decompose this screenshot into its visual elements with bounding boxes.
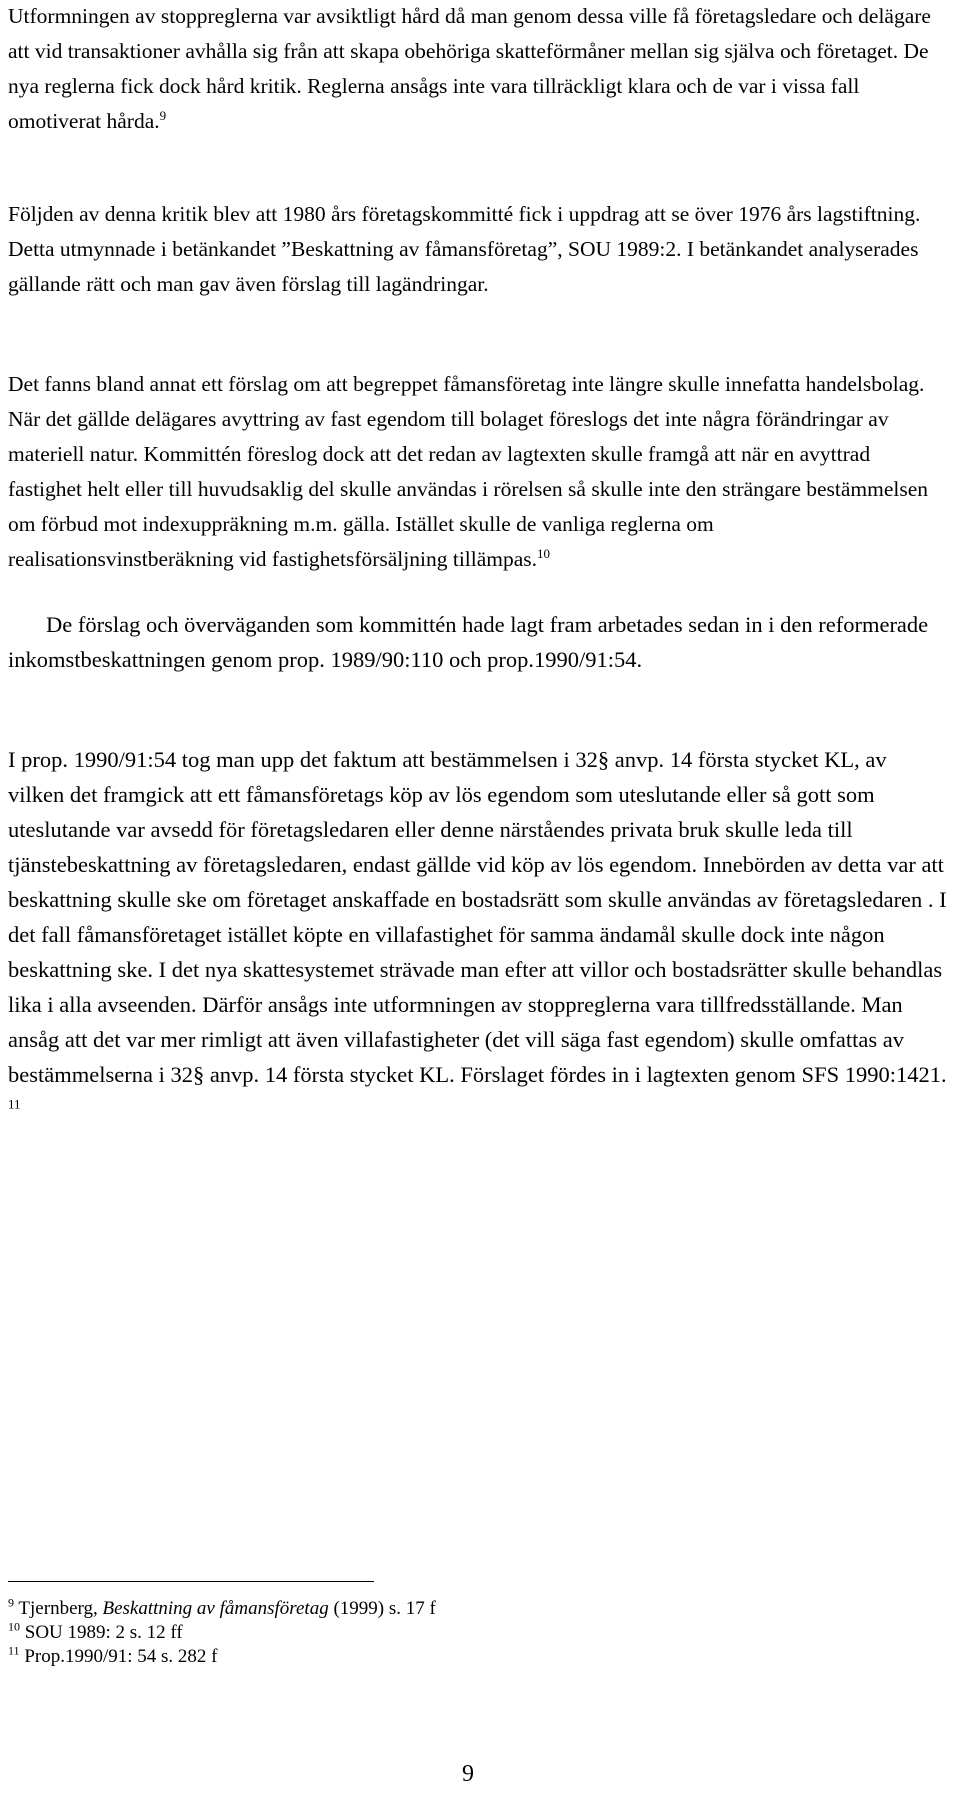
footnote-number: 10 — [8, 1619, 20, 1634]
paragraph-text: Utformningen av stoppreglerna var avsiktligt hård då man genom dessa ville få företagsledare och delägare att vid transaktioner avhålla sig från att skapa obehöriga skatteförmåner mellan sig själva och företaget. De nya reglerna fick dock hård kritik. Reglerna ansågs inte vara tillräckligt klara och de var i vissa fall omotiverat hårda. — [8, 4, 931, 133]
footnote-ref-9: 9 — [159, 107, 167, 123]
paragraph-forslag — [8, 367, 943, 577]
footnote-text: Tjernberg, — [18, 1598, 103, 1619]
footnote-separator — [8, 1581, 374, 1582]
paragraph-prop — [8, 742, 948, 1127]
paragraph-overvaganden — [8, 607, 948, 677]
footnote-number: 9 — [8, 1595, 14, 1610]
paragraph-text: Följden av denna kritik blev att 1980 års företagskommitté fick i uppdrag att se över 1976 års lagstiftning. Detta utmynnade i betänkandet ”Beskattning av fåmansföretag”, SOU 1989:2. I betänkandet analyserades gällande rätt och man gav även förslag till lagändringar. — [8, 202, 921, 296]
footnote-ref-10: 10 — [537, 545, 551, 561]
footnote-11 — [8, 1645, 218, 1669]
footnote-text-after: (1999) s. 17 f — [328, 1598, 436, 1619]
footnote-text: SOU 1989: 2 s. 12 ff — [24, 1622, 183, 1643]
footnote-ref-11: 11 — [8, 1096, 21, 1112]
footnote-text: Prop.1990/91: 54 s. 282 f — [24, 1646, 218, 1667]
paragraph-stoppregler — [8, 0, 943, 139]
footnote-number: 11 — [8, 1643, 20, 1658]
footnote-10 — [8, 1621, 183, 1645]
paragraph-text: Det fanns bland annat ett förslag om att begreppet fåmansföretag inte längre skulle innefatta handelsbolag. När det gällde delägares avyttring av fast egendom till bolaget föreslogs det inte några förändringar av materiell natur. Kommittén föreslog dock att det redan av lagtexten skulle framgå att när en avyttrad fastighet helt eller till huvudsaklig del skulle användas i rörelsen så skulle inte den strängare bestämmelsen om förbud mot indexuppräkning m.m. gälla. Istället skulle de vanliga reglerna om realisationsvinstberäkning vid fastighetsförsäljning tillämpas. — [8, 372, 929, 571]
footnote-title: Beskattning av fåmansföretag — [102, 1598, 329, 1619]
page-number: 9 — [462, 1761, 474, 1787]
paragraph-foljden — [8, 197, 943, 302]
paragraph-text: I prop. 1990/91:54 tog man upp det faktum att bestämmelsen i 32§ anvp. 14 första stycket KL, av vilken det framgick att ett fåmansföretags köp av lös egendom som uteslutande eller så gott som uteslutande var avsedd för företagsledaren eller denne närståendes privata bruk skulle leda till tjänstebeskattning av företagsledaren, endast gällde vid köp av lös egendom. Innebörden av detta var att beskattning skulle ske om företaget anskaffade en bostadsrätt som skulle användas av företagsledaren . I det fall fåmansföretaget istället köpte en villafastighet för samma ändamål skulle dock inte någon beskattning ske. I det nya skattesystemet strävade man efter att villor och bostadsrätter skulle behandlas lika i alla avseenden. Därför ansågs inte utformningen av stoppreglerna vara tillfredsställande. Man ansåg att det var mer rimligt att även villafastigheter (det vill säga fast egendom) skulle omfattas av bestämmelserna i 32§ anvp. 14 första stycket KL. Förslaget fördes in i lagtexten genom SFS 1990:1421. — [8, 747, 947, 1087]
paragraph-text: De förslag och överväganden som kommittén hade lagt fram arbetades sedan in i den reformerade inkomstbeskattningen genom prop. 1989/90:110 och prop.1990/91:54. — [8, 612, 929, 672]
footnote-9 — [8, 1597, 436, 1621]
